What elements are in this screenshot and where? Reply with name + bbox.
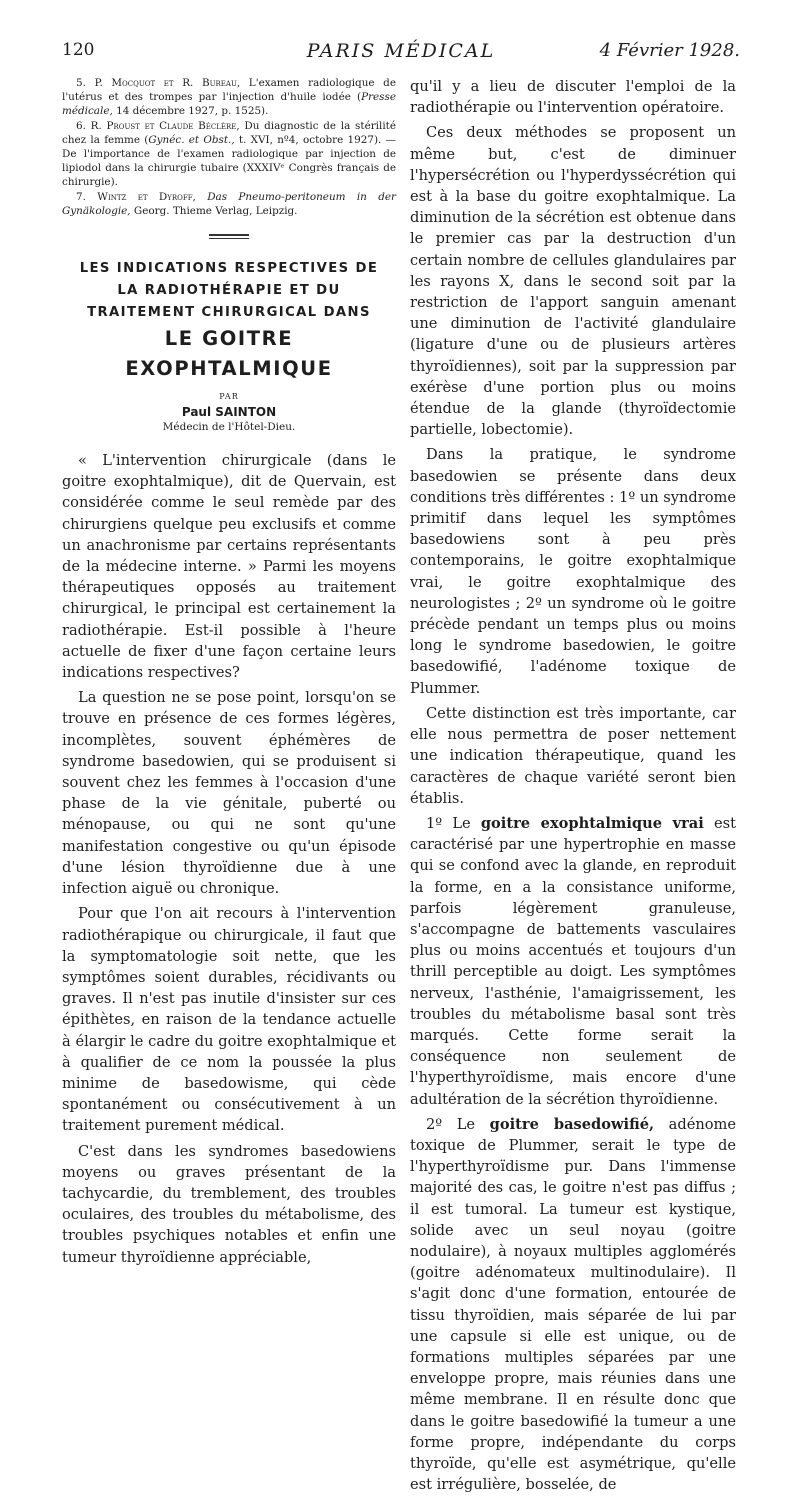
left-column [62,76,396,1272]
body-paragraph: « L'intervention chirurgicale (dans le goitre exophtalmique), dit de Quervain, est considérée comme le seul remède par des chirurgiens quelque peu exclusifs et comme un anachronisme par certains représentants de la médecine interne. » Parmi les moyens thérapeutiques opposés au traitement chirurgical, le principal est certainement la radiothérapie. Est-il possible à l'heure actuelle de fixer d'une façon certaine leurs indications respectives? [62,452,396,682]
reference-item: 5. P. Mocquot et R. Bureau, L'examen radiologique de l'utérus et des trompes par l'injection d'huile iodée (Presse médicale, 14 décembre 1927, p. 1525). [62,77,396,118]
page-header [62,40,740,70]
reference-item: 7. Wintz et Dyroff, Das Pneumo-peritoneum in der Gynäkologie, Georg. Thieme Verlag, Leipzig. [62,190,396,217]
reference-item: 6. R. Proust et Claude Béclère, Du diagnostic de la stérilité chez la femme (Gynéc. et Obst., t. XVI, nº4, octobre 1927). — De l'importance de l'examen radiologique par injection de lipiodol dans la chirurgie tubaire (XXXIVᵉ Congrès français de chirurgie). [62,119,396,189]
body-paragraph: Pour que l'on ait recours à l'intervention radiothérapique ou chirurgicale, il faut que la symptomatologie soit nette, que les symptômes soient durables, récidivants ou graves. Il n'est pas inutile d'insister sur ces épithètes, en raison de la tendance actuelle à élargir le cadre du goitre exophtalmique et à qualifier de ce nom la poussée la plus minime de basedowisme, qui cède spontanément ou consécutivement à un traitement purement médical. [62,905,396,1135]
body-paragraph: Ces deux méthodes se proposent un même but, c'est de diminuer l'hypersécrétion ou l'hyperdyssécrétion qui est à la base du goitre exophtalmique. La diminution de la sécrétion est obtenue dans le premier cas par la destruction d'un certain nombre de cellules glandulaires par les rayons X, dans le second soit par la restriction de l'apport sanguin amenant une diminution de l'activité glandulaire (ligature d'une ou de plusieurs artères thyroïdiennes), soit par la suppression par exérèse d'une portion plus ou moins étendue de la glande (thyroïdectomie partielle, lobectomie). [410,124,736,439]
body-paragraph: Cette distinction est très importante, car elle nous permettra de poser nettement une indication thérapeutique, quand les caractères de chaque variété seront bien établis. [410,704,736,807]
issue-date: 4 Février 1928. [599,40,740,61]
term-goitre-basedowifie: goitre basedowifié, [489,1115,655,1133]
body-paragraph: La question ne se pose point, lorsqu'on se trouve en présence de ces formes légères, incomplètes, souvent éphémères de syndrome basedowien, qui se produisent si souvent chez les femmes à l'occasion d'une phase de la vie génitale, puberté ou ménopause, ou qui ne sont qu'une manifestation congestive ou qu'un épisode d'une lésion thyroïdienne due à une infection aiguë ou chronique. [62,689,396,898]
references [62,76,396,218]
body-paragraph: 1º Le goitre exophtalmique vrai est caractérisé par une hypertrophie en masse qui se confond avec la glande, en reproduit la forme, en a la consistance uniforme, parfois légèrement granuleuse, s'accompagne de battements vasculaires plus ou moins accentués et toujours d'un thrill perceptible au doigt. Les symptômes nerveux, l'asthénie, l'amaigrissement, les troubles du métabolisme basal sont très marqués. Cette forme serait la conséquence non seulement de l'hyperthyroïdisme, mais encore d'une adultération de la sécrétion thyroïdienne. [410,814,736,1108]
author-name: Paul SAINTON [181,405,277,420]
section-divider [209,234,249,236]
title-main: LE GOITRE EXOPHTALMIQUE [125,327,333,381]
term-goitre-vrai: goitre exophtalmique vrai [480,814,704,832]
body-paragraph: qu'il y a lieu de discuter l'emploi de la radiothérapie ou l'intervention opératoire. [410,78,736,117]
body-paragraph: Dans la pratique, le syndrome basedowien se présente dans deux conditions très différentes : 1º un syndrome primitif dans lequel les symptômes basedowiens sont à peu près contemporains, le goitre exophtalmique vrai, le goitre exophtalmique des neurologistes ; 2º un syndrome où le goitre précède pendant un temps plus ou moins long le syndrome basedowien, le goitre basedowifié, l'adénome toxique de Plummer. [410,446,736,697]
body-paragraph: 2º Le goitre basedowifié, adénome toxique de Plummer, serait le type de l'hyperthyroïdisme pur. Dans l'immense majorité des cas, le goitre n'est pas diffus ; il est tumoral. La tumeur est kystique, solide avec un seul noyau (goitre nodulaire), à noyaux multiples agglomérés (goitre adénomateux multinodulaire). Il s'agit donc d'une formation, entourée de tissu thyroïdien, mais séparée de lui par une capsule si elle est unique, ou de formations multiples séparées par une enveloppe propre, mais réunies dans une même membrane. Il en résulte donc que dans le goitre basedowifié la tumeur a une forme propre, indépendante du corps thyroïde, qu'elle est asymétrique, qu'elle est irrégulière, bosselée, de [410,1115,736,1494]
page-number: 120 [62,40,95,60]
title-line: TRAITEMENT CHIRURGICAL DANS [87,305,371,321]
right-column [410,76,736,1499]
byline [62,390,396,434]
byline-par: PAR [219,392,239,402]
article-title [62,258,396,384]
body-paragraph: C'est dans les syndromes basedowiens moyens ou graves présentant de la tachycardie, du tremblement, des troubles oculaires, des troubles du métabolisme, des troubles psychiques notables et enfin une tumeur thyroïdienne appréciable, [62,1142,396,1266]
author-affiliation: Médecin de l'Hôtel-Dieu. [162,421,296,434]
title-line: LA RADIOTHÉRAPIE ET DU [117,283,341,299]
title-line: LES INDICATIONS RESPECTIVES DE [79,261,379,277]
journal-title: PARIS MÉDICAL [306,40,496,62]
